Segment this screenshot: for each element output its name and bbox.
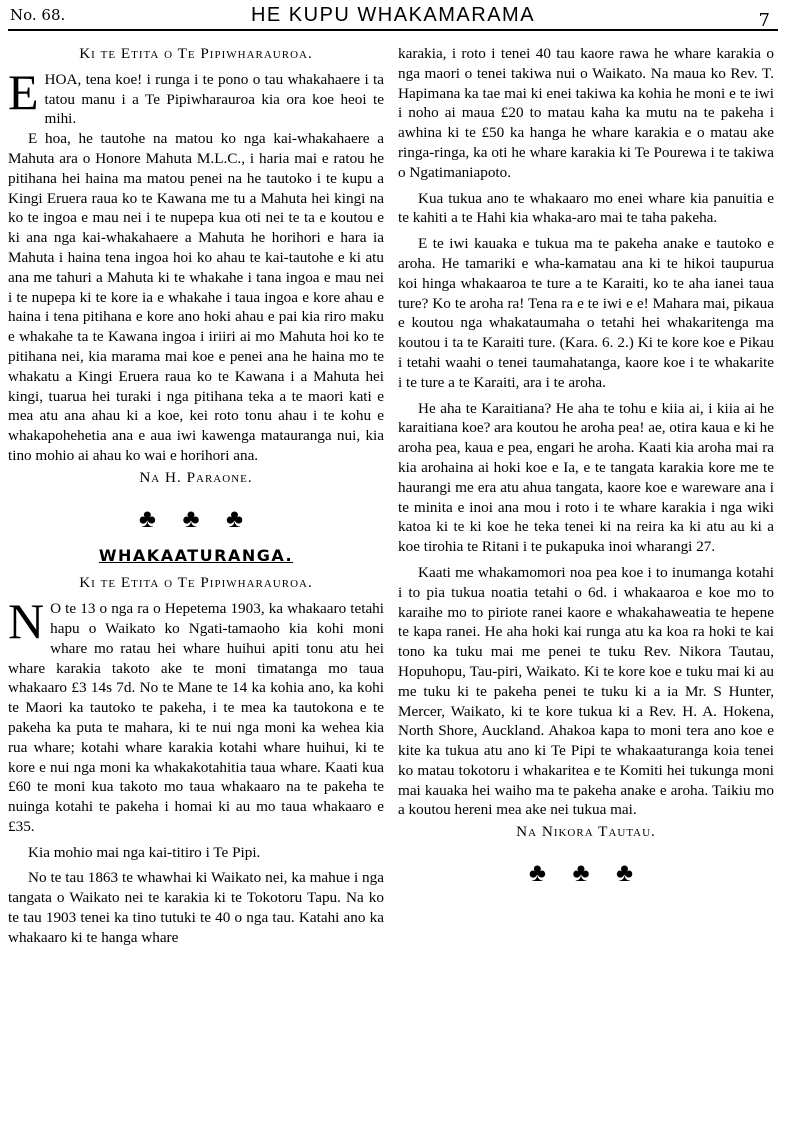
drop-cap: E bbox=[8, 63, 39, 120]
club-ornament: ♣ ♣ ♣ bbox=[138, 503, 254, 533]
letter1-paragraph-2: E hoa, he tautohe na matou ko nga kai-whakahaere a Mahuta ara o Honore Mahuta M.L.C., i haria mai e ratou he pitihana hei haina ma matou penei na he tautoko i te kupu a Kingi Eruera raua ko te Kawana me tu a Mahuta hei kingi na ko te ingoa e mau nei i te nupepa kua oti nei te ta e koutou e ki ana nga kai-whakahaere a Mahuta he horihori e hara ia Mahuta i haina tena ingoa hoi ko ahau te kai-tautohe e ki atu ana me tahuri a Mahuta ki te whakahe i tana ingoa e mau nei i te nupepa ki te kore ia e whakahe i taua ingoa e kore ahau e haina i tena pitihana e kore ano hoki ahau e pai kia riro maku e whakahe ta te Kawana ingoa i iriiri ai mo Mahuta hoi ko te pitihana nei, kia marama mai koe e penei ana he haina mo te whakatu a Kingi Eruera raua ko te Kawana i a Mahuta hei kingi, tuarua hei turaki i nga pitihana teka a te maori kati e mea atu ana ahau ki a koe, kei roto tonu ahau i te kohu e whakapohehetia ana e aua iwi kawenga matauranga nui, kia tino mohio ai ahau ko wai e horihori ana. bbox=[8, 130, 384, 464]
section-heading: WHAKAATURANGA. bbox=[98, 545, 294, 565]
letter2-paragraph-1-text: O te 13 o nga ra o Hepetema 1903, ka whakaaro tetahi hapu o Waikato ko Ngati-tamaoho kia kohi moni whare mo ratau hei whare huihui apiti tonu atu hei whare karakia takoto ake te moni timatanga mo taua whakaaro £3 14s 7d. No te Mane te 14 ka kohia ano, ka kohi te Maori ka tautoko te pakeha, i te mea ka tautokona e te pakeha ka puta te mahara, ki te nui nga moni ka wehea kia rua whare; kotahi whare karakia kotahi whare huihui, ki te kore e nui nga moni ka whakakotahitia taua whare. Kaati kua £60 te moni kua takoto mo taua whakaaro na te pakeha te nuinga kotahi te pakeha i homai ki au mo taua whakaaro e £35. bbox=[8, 600, 384, 835]
letter2-heading: Ki te Etita o Te Pipiwharauroa. bbox=[79, 574, 313, 592]
drop-cap: N bbox=[8, 593, 45, 650]
letter2-paragraph-3: No te tau 1863 te whawhai ki Waikato nei, ka mahue i nga tangata o Waikato nei te karakia ki te Tokotoru Tapu. Na ko te tau 1903 tenei ka tino tutuki te 40 o nga tau. Katahi ano ka whakaaro ki te hanga whare bbox=[8, 869, 384, 946]
page-title: HE KUPU WHAKAMARAMA bbox=[250, 4, 536, 26]
header-rule bbox=[8, 29, 778, 31]
right-paragraph-5: Kaati me whakamomori noa pea koe i to inumanga kotahi i to pia tukua noatia tetahi o 6d. i whakaaroa e koe mo to karaihe mo to piriote ranei kaore e whakahaweatia te hepene te kapa ranei. He aha hoki kai runga atu ka koa ra hoki te kai tono ka tuku mai me penei te tuku Rev. Nikora Tautau, Hopuhopu, Tau-piri, Waikato. Ki te kore koe e tuku mai ki au me tuku ki te pakeha penei te tuku ki a ia Mr. S Hunter, Mercer, Waikato, ki te kore tukua ki a Rev. H. A. Hokena, North Shore, Auckland. Ahakoa kapa to moni tera ano koe e kite ka tukua atu ano ki Te Pipi te whakaaturanga koia tenei ko matau tokotoru i whakaritea e te Komiti hei tukunga moni mai kauaka hei waiho ma te pakeha anake e aroha. Taikiu mo a koutou hereni mea ake nei tukua mai. bbox=[398, 563, 774, 819]
right-column bbox=[398, 44, 774, 900]
letter1-paragraph-1-text: HOA, tena koe! i runga i te pono o tau whakahaere i ta tatou manu i a Te Pipiwharauroa kia ora koe heoi te mihi. bbox=[44, 70, 384, 128]
letter2-paragraph-2: Kia mohio mai nga kai-titiro i Te Pipi. bbox=[28, 843, 261, 861]
letter2-paragraph-1 bbox=[8, 593, 384, 837]
issue-number: No. 68. bbox=[10, 6, 66, 24]
letter1-heading: Ki te Etita o Te Pipiwharauroa. bbox=[79, 45, 313, 62]
page-number: 7 bbox=[758, 10, 770, 31]
right-paragraph-3: E te iwi kauaka e tukua ma te pakeha anake e tautoko e aroha. He tamariki e wha-kamatau ana ki te hikoi taupurua koi hinga whakaaroa te ture a te Karaiti, ko te aha ianei taua ture? Ko te aroha ra! Tena ra e te iwi e e! Mahara mai, pikaua e koutou nga whakataumaha o tetahi hei whakaritenga ma koutou i ta te Karaiti ture. (Kara. 6. 2.) Ki te kore koe e Pikau i tetahi waahi o tenei taumahatanga, kaore koe i te whakarite i te ture a te Karaiti, ara i te aroha. bbox=[398, 235, 774, 391]
left-column bbox=[8, 44, 384, 948]
right-signature: Na Nikora Tautau. bbox=[516, 823, 656, 841]
club-ornament: ♣ ♣ ♣ bbox=[528, 858, 644, 888]
letter1-signature: Na H. Paraone. bbox=[139, 468, 253, 486]
right-paragraph-4: He aha te Karaitiana? He aha te tohu e kiia ai, i kiia ai he karaitiana koe? ara koutou he aroha pea! ae, otira kaua e ki he aroha pea, kaua e pea, engari he aroha. Kaati kia aroha mai ra kia arohaina ai hoki koe e Ia, e te tangata karakia kore me te haurangi me era atu ahua tangata, kaore koe e wareware ana i te minita e inoi ana mou i roto i te whare karakia i nga wiki katoa ki te ki koe he teka tenei ki na reira ka ki atu au ki a koe tirohia te Ritani i te pukapuka inoi wharangi 27. bbox=[398, 399, 774, 556]
page-header bbox=[0, 0, 786, 40]
right-paragraph-1: karakia, i roto i tenei 40 tau kaore rawa he whare karakia o nga maori o tenei takiwa nui o Waikato. Na maua ko Rev. T. Hapimana ka tae mai ki enei takiwa ka kohia he moni e te iwi i noho ai maua £20 to matau kaha ka mutu na te pakeha i awhina ki te £50 ka hanga he whare karakia e o matau ake ringa-ringa, ka oti he whare karakia ki Te Pourewa i te takiwa o Ngatimaniapoto. bbox=[398, 45, 774, 181]
letter1-paragraph-1 bbox=[8, 63, 384, 129]
right-paragraph-2: Kua tukua ano te whakaaro mo enei whare kia panuitia e te kahiti a te Hahi kia whaka-aro mai te taha pakeha. bbox=[398, 189, 774, 227]
